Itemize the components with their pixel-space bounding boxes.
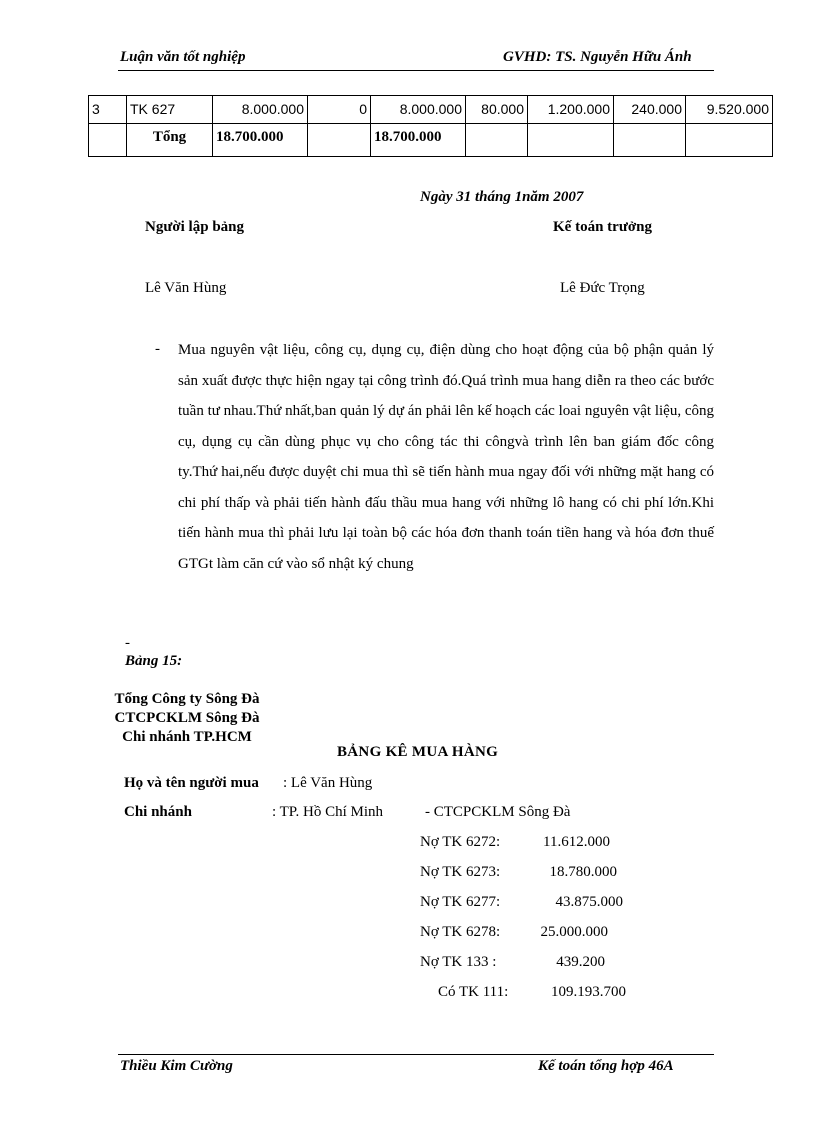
table-cell: 18.700.000 bbox=[213, 124, 308, 157]
header-rule bbox=[118, 70, 714, 71]
table-cell: 0 bbox=[308, 96, 371, 124]
company-line-1: Tổng Công ty Sông Đà bbox=[114, 691, 260, 707]
account-amount: 439.200 bbox=[556, 954, 605, 970]
buyer-label: Họ và tên người mua bbox=[124, 775, 259, 791]
buyer-value: : Lê Văn Hùng bbox=[283, 775, 373, 791]
table-row bbox=[89, 96, 773, 124]
table-row-total bbox=[89, 124, 773, 157]
table-cell: 240.000 bbox=[614, 96, 686, 124]
chief-accountant-title: Kế toán trưởng bbox=[553, 219, 652, 235]
branch-label: Chi nhánh bbox=[124, 804, 192, 820]
header-left: Luận văn tốt nghiệp bbox=[120, 49, 246, 65]
header-right: GVHD: TS. Nguyễn Hữu Ánh bbox=[503, 49, 692, 65]
signature-date: Ngày 31 tháng 1năm 2007 bbox=[420, 189, 584, 205]
account-amount: 43.875.000 bbox=[555, 894, 623, 910]
table-cell bbox=[614, 124, 686, 157]
account-label: Nợ TK 6278: bbox=[420, 924, 501, 940]
chief-accountant-name: Lê Đức Trọng bbox=[560, 280, 645, 296]
preparer-name: Lê Văn Hùng bbox=[145, 280, 227, 296]
table-cell: 3 bbox=[89, 96, 127, 124]
table-cell: 8.000.000 bbox=[371, 96, 466, 124]
table-cell: 9.520.000 bbox=[686, 96, 773, 124]
account-amount: 25.000.000 bbox=[540, 924, 608, 940]
account-amount: 18.780.000 bbox=[549, 864, 617, 880]
account-label: Nợ TK 6272: bbox=[420, 834, 501, 850]
company-line-2: CTCPCKLM Sông Đà bbox=[114, 710, 260, 726]
branch-value: : TP. Hồ Chí Minh bbox=[272, 804, 383, 820]
trailing-dash: - bbox=[125, 635, 130, 651]
table-cell bbox=[528, 124, 614, 157]
document-title: BẢNG KÊ MUA HÀNG bbox=[337, 744, 499, 760]
table-cell bbox=[308, 124, 371, 157]
table-cell: 8.000.000 bbox=[213, 96, 308, 124]
table-cell: 80.000 bbox=[466, 96, 528, 124]
table-cell: 18.700.000 bbox=[371, 124, 466, 157]
table-cell bbox=[686, 124, 773, 157]
account-label: Nợ TK 6273: bbox=[420, 864, 501, 880]
bullet-dash: - bbox=[155, 341, 160, 357]
footer-right: Kế toán tổng hợp 46A bbox=[538, 1058, 674, 1074]
cost-table bbox=[88, 95, 773, 157]
company-line-3: Chi nhánh TP.HCM bbox=[122, 729, 252, 745]
company-block bbox=[96, 690, 278, 747]
account-label: Nợ TK 6277: bbox=[420, 894, 501, 910]
table-cell bbox=[89, 124, 127, 157]
table-cell-total-label: Tổng bbox=[127, 124, 213, 157]
body-paragraph: Mua nguyên vật liệu, công cụ, dụng cụ, điện dùng cho hoạt động của bộ phận quản lý sản xuất được thực hiện ngay tại công trình đó.Quá trình mua hang diễn ra theo các bước tuần tư nhau.Thứ nhất,ban quản lý dự án phải lên kế hoạch các loai nguyên vật liệu, công cụ, dụng cụ cần dùng phục vụ cho công tác thi côngvà trình lên ban giám đốc công ty.Thứ hai,nếu được duyệt chi mua thì sẽ tiến hành mua ngay đối với những mặt hang có chi phí thấp và phải tiến hành đấu thầu mua hang với những lô hang có chi phí lớn.Khi tiến hành mua thì phải lưu lại toàn bộ các hóa đơn thanh toán tiền hang và hóa đơn thuế GTGt làm căn cứ vào sổ nhật ký chung bbox=[178, 342, 714, 572]
footer-left: Thiều Kim Cường bbox=[120, 1058, 233, 1074]
table-cell: TK 627 bbox=[127, 96, 213, 124]
footer-rule bbox=[118, 1054, 714, 1055]
table-cell: 1.200.000 bbox=[528, 96, 614, 124]
table-label: Bảng 15: bbox=[125, 653, 183, 669]
credit-label: Có TK 111: bbox=[438, 984, 509, 1000]
branch-extra: - CTCPCKLM Sông Đà bbox=[425, 804, 571, 820]
account-label: Nợ TK 133 : bbox=[420, 954, 497, 970]
account-amount: 11.612.000 bbox=[543, 834, 610, 850]
table-cell bbox=[466, 124, 528, 157]
credit-amount: 109.193.700 bbox=[551, 984, 626, 1000]
preparer-title: Người lập bảng bbox=[145, 219, 245, 235]
